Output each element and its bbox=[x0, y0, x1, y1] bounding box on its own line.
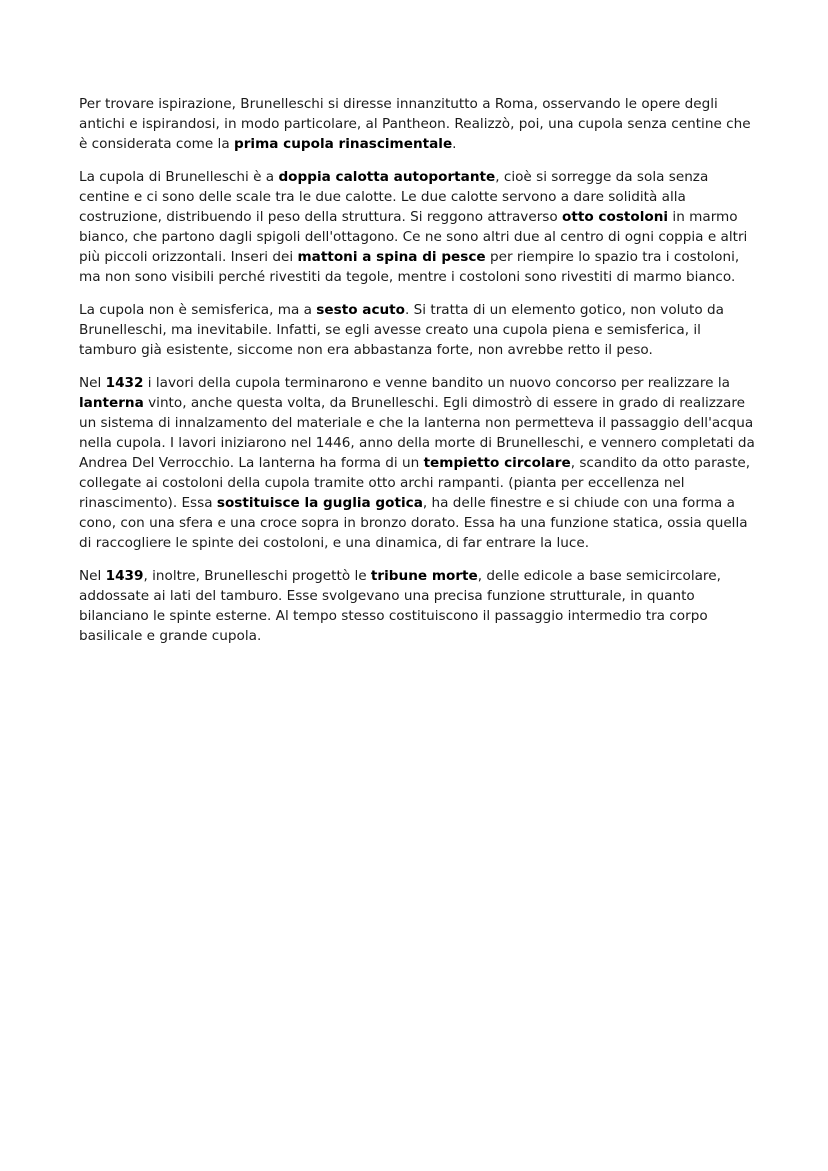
paragraph-tribune-morte bbox=[79, 566, 759, 646]
text-segment: i lavori della cupola terminarono e venne bandito un nuovo concorso per realizzare la bbox=[143, 375, 730, 391]
bold-term: otto costoloni bbox=[562, 209, 669, 225]
bold-term: doppia calotta autoportante bbox=[278, 169, 496, 185]
paragraph-lanterna bbox=[79, 373, 759, 553]
text-segment: , ha delle finestre e si chiude con una forma a cono, con una sfera e una croce sopra in bronzo dorato. Essa ha una funzione statica, ossia quella di raccogliere le spinte dei costoloni, e una dinamica, di far entrare la luce. bbox=[79, 495, 748, 551]
paragraph-pantheon bbox=[79, 94, 759, 154]
text-segment: La cupola di Brunelleschi è a bbox=[79, 169, 279, 185]
bold-term: tempietto circolare bbox=[423, 455, 571, 471]
text-segment: , scandito da otto paraste, collegate ai costoloni della cupola tramite otto archi rampanti. (pianta per eccellenza nel rinascimento). Essa bbox=[79, 455, 751, 511]
bold-term: prima cupola rinascimentale bbox=[234, 136, 453, 152]
text-segment: . Si tratta di un elemento gotico, non voluto da Brunelleschi, ma inevitabile. Infatti, se egli avesse creato una cupola piena e semisferica, il tamburo già esistente, siccome non era abbastanza forte, non avrebbe retto il peso. bbox=[79, 302, 724, 358]
paragraph-sesto-acuto bbox=[79, 300, 759, 360]
text-segment: Nel bbox=[79, 375, 106, 391]
text-segment: vinto, anche questa volta, da Brunelleschi. Egli dimostrò di essere in grado di realizzare un sistema di innalzamento del materiale e che la lanterna non permetteva il passaggio dell'acqua nella cupola. I lavori iniziarono nel 1446, anno della morte di Brunelleschi, e vennero completati da Andrea Del Verrocchio. La lanterna ha forma di un bbox=[79, 395, 755, 471]
bold-term: 1432 bbox=[105, 375, 144, 391]
text-segment: , cioè si sorregge da sola senza centine e ci sono delle scale tra le due calotte. Le due calotte servono a dare solidità alla costruzione, distribuendo il peso della struttura. Si reggono attraverso bbox=[79, 169, 709, 225]
bold-term: tribune morte bbox=[370, 568, 478, 584]
text-segment: . bbox=[452, 136, 457, 152]
bold-term: sesto acuto bbox=[316, 302, 406, 318]
bold-term: mattoni a spina di pesce bbox=[297, 249, 486, 265]
text-segment: per riempire lo spazio tra i costoloni, ma non sono visibili perché rivestiti da tegole, mentre i costoloni sono rivestiti di marmo bianco. bbox=[79, 249, 740, 285]
document-page bbox=[79, 94, 759, 659]
bold-term: sostituisce la guglia gotica bbox=[216, 495, 423, 511]
text-segment: in marmo bianco, che partono dagli spigoli dell'ottagono. Ce ne sono altri due al centro di ogni coppia e altri più piccoli orizzontali. Inseri dei bbox=[79, 209, 748, 265]
text-segment: Nel bbox=[79, 568, 106, 584]
text-segment: , delle edicole a base semicircolare, addossate ai lati del tamburo. Esse svolgevano una precisa funzione strutturale, in quanto bilanciano le spinte esterne. Al tempo stesso costituiscono il passaggio intermedio tra corpo basilicale e grande cupola. bbox=[79, 568, 721, 644]
paragraph-doppia-calotta bbox=[79, 167, 759, 287]
text-segment: , inoltre, Brunelleschi progettò le bbox=[143, 568, 371, 584]
text-segment: Per trovare ispirazione, Brunelleschi si diresse innanzitutto a Roma, osservando le opere degli antichi e ispirandosi, in modo particolare, al Pantheon. Realizzò, poi, una cupola senza centine che è considerata come la bbox=[79, 96, 751, 152]
text-segment: La cupola non è semisferica, ma a bbox=[79, 302, 317, 318]
bold-term: 1439 bbox=[105, 568, 144, 584]
bold-term: lanterna bbox=[79, 395, 144, 411]
